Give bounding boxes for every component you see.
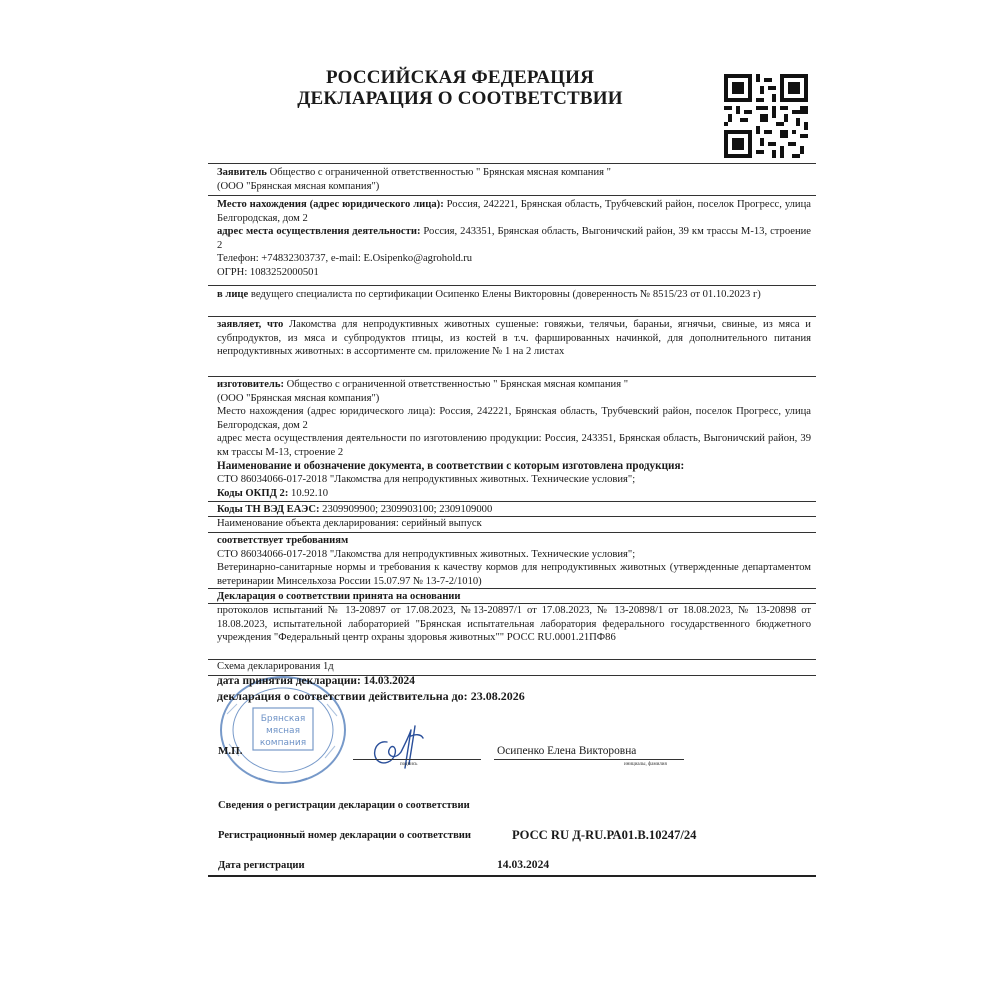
accepted-date: 14.03.2024	[363, 675, 415, 687]
mp-label: М.П.	[218, 745, 243, 757]
accepted-date-label: дата принятия декларации:	[217, 675, 361, 687]
accepted-date-row	[217, 675, 811, 689]
tnved-label: Коды ТН ВЭД ЕАЭС:	[217, 504, 320, 515]
declaration-scheme: Схема декларирования 1д	[217, 661, 334, 672]
valid-until-date: 23.08.2026	[470, 689, 525, 703]
manufacturer-label: изготовитель:	[217, 379, 284, 390]
registration-number: РОСС RU Д-RU.РА01.В.10247/24	[512, 828, 697, 842]
qr-code-icon	[724, 74, 808, 158]
ogrn: ОГРН: 1083252000501	[217, 266, 319, 278]
stamp-line-2: мясная	[266, 726, 300, 736]
signature-icon	[365, 722, 431, 772]
applicant-section	[217, 166, 811, 193]
divider	[208, 195, 816, 196]
divider	[208, 316, 816, 317]
conforms-vet-norms: Ветеринарно-санитарные нормы и требования к качеству кормов для непродуктивных животных (утвержденные департаментом ветеринарии Минсельхоза России 15.07.97 № 13-7-2/1010)	[217, 562, 811, 587]
valid-date-row	[217, 690, 811, 704]
title-line-2: ДЕКЛАРАЦИЯ О СООТВЕТСТВИИ	[297, 88, 623, 109]
declares-label: заявляет, что	[217, 319, 284, 330]
representative-text: ведущего специалиста по сертификации Осипенко Елены Викторовны (доверенность № 8515/23 от 01.10.2023 г)	[250, 289, 761, 300]
applicant-short-name: (ООО "Брянская мясная компания")	[217, 180, 380, 192]
conforms-label: соответствует требованиям	[217, 535, 349, 546]
signer-name: Осипенко Елена Викторовна	[497, 745, 637, 757]
declaration-object: Наименование объекта декларирования: серийный выпуск	[217, 518, 482, 529]
tnved-section	[217, 503, 811, 517]
divider	[208, 588, 816, 589]
declares-text: Лакомства для непродуктивных животных сушеные: говяжьи, телячьи, бараньи, ягнячьи, свиные, из мяса и субпродуктов, из мяса и субпродуктов птицы, из костей в т.ч. фаршированных начинкой, для дополнительного питания непродуктивных животных: в ассортименте см. приложение № 1 на 2 листах	[217, 319, 811, 358]
divider	[208, 376, 816, 377]
manufacturer-legal-address: Место нахождения (адрес юридического лица): Россия, 242221, Брянская область, Трубчевский район, поселок Прогресс, улица Белгородская, дом 2	[217, 406, 811, 431]
stamp-line-1: Брянская	[260, 714, 306, 724]
title-line-1: РОССИЙСКАЯ ФЕДЕРАЦИЯ	[325, 67, 595, 88]
activity-address: Россия, 243351, Брянская область, Выгоничский район, 39 км трассы М-13, строение 2	[217, 226, 811, 251]
name-caption: инициалы, фамилия	[624, 762, 667, 767]
stamp-line-3: компания	[259, 738, 307, 748]
applicant-address-section	[217, 198, 811, 280]
okpd-code: 10.92.10	[291, 487, 329, 499]
standard-doc: СТО 86034066-017-2018 "Лакомства для непродуктивных животных. Технические условия";	[217, 474, 636, 486]
divider	[208, 163, 816, 164]
registration-heading: Сведения о регистрации декларации о соответствии	[218, 800, 470, 811]
registration-date-label: Дата регистрации	[218, 860, 305, 871]
valid-until-label: декларация о соответствии действительна до:	[217, 689, 468, 703]
signature-caption: подпись	[400, 762, 418, 767]
name-line	[494, 759, 684, 760]
signature-line	[353, 759, 481, 760]
tnved-codes: 2309909900; 2309903100; 2309109000	[322, 504, 493, 515]
applicant-name: Общество с ограниченной ответственностью " Брянская мясная компания "	[269, 167, 611, 178]
standard-doc-label: Наименование и обозначение документа, в соответствии с которым изготовлена продукция:	[217, 459, 685, 472]
legal-address: Россия, 242221, Брянская область, Трубчевский район, поселок Прогресс, улица Белгородская, дом 2	[217, 199, 811, 224]
divider	[208, 285, 816, 286]
registration-date: 14.03.2024	[497, 858, 550, 871]
basis-text-section	[217, 604, 811, 645]
contacts: Телефон: +74832303737, e-mail: E.Osipenko@agrohold.ru	[217, 253, 473, 265]
basis-label: Декларация о соответствии принята на основании	[217, 591, 461, 602]
declares-section	[217, 318, 811, 359]
manufacturer-activity-address: адрес места осуществления деятельности по изготовлению продукции: Россия, 243351, Брянская область, Выгоничский район, 39 км трассы М-13, строение 2	[217, 433, 811, 458]
basis-section	[217, 590, 811, 604]
bottom-rule	[208, 875, 816, 877]
object-section	[217, 517, 811, 531]
manufacturer-section	[217, 378, 811, 500]
applicant-label: Заявитель	[217, 167, 267, 178]
divider	[208, 501, 816, 502]
divider	[208, 532, 816, 533]
basis-protocols: протоколов испытаний № 13-20897 от 17.08.2023, №13-20897/1 от 17.08.2023, № 13-20898/1 от 18.08.2023, № 13-20898 от 18.08.2023, испытательной лабораторией "Брянская испытательная лаборатория федерального государственного бюджетного учреждения "Федеральный центр охраны здоровья животных"" РОСС RU.0001.21ПФ86	[217, 605, 811, 644]
registration-number-label: Регистрационный номер декларации о соответствии	[218, 830, 472, 841]
activity-address-label: адрес места осуществления деятельности:	[217, 226, 421, 238]
scheme-section	[217, 660, 811, 674]
representative-section	[217, 288, 811, 302]
legal-address-label: Место нахождения (адрес юридического лица):	[217, 199, 444, 210]
manufacturer-name: Общество с ограниченной ответственностью " Брянская мясная компания "	[286, 379, 629, 390]
okpd-label: Коды ОКПД 2:	[217, 487, 289, 499]
conforms-section	[217, 534, 811, 588]
conforms-standard: СТО 86034066-017-2018 "Лакомства для непродуктивных животных. Технические условия";	[217, 548, 636, 560]
representative-label: в лице	[217, 289, 249, 300]
manufacturer-short-name: (ООО "Брянская мясная компания")	[217, 392, 380, 404]
